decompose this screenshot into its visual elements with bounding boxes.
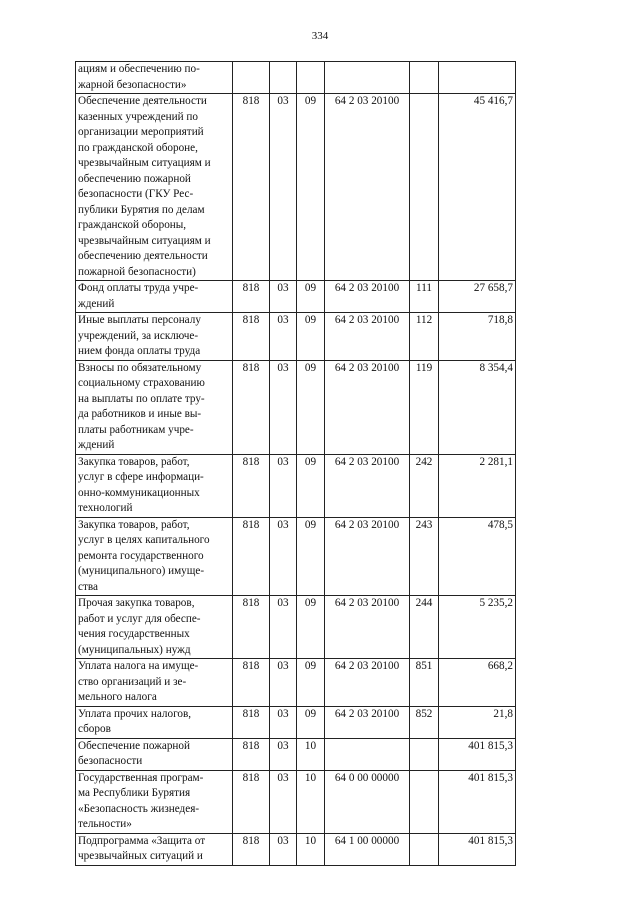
amount-cell: 668,2 xyxy=(439,659,516,707)
amount-cell: 718,8 xyxy=(439,313,516,361)
table-row xyxy=(76,313,516,361)
ministry-code-cell: 818 xyxy=(233,833,270,865)
subsection-code-cell: 10 xyxy=(297,738,325,770)
target-article-cell xyxy=(325,62,410,94)
expense-type-cell xyxy=(410,770,439,833)
target-article-cell: 64 2 03 20100 xyxy=(325,281,410,313)
subsection-code-cell: 09 xyxy=(297,706,325,738)
table-row xyxy=(76,770,516,833)
section-code-cell: 03 xyxy=(270,706,297,738)
subsection-code-cell: 09 xyxy=(297,313,325,361)
amount-cell: 401 815,3 xyxy=(439,833,516,865)
row-name-cell: ациям и обеспечению по- жарной безопасности» xyxy=(76,62,233,94)
section-code-cell: 03 xyxy=(270,454,297,517)
amount-cell: 478,5 xyxy=(439,517,516,596)
row-name-cell: Уплата налога на имуще- ство организаций и зе- мельного налога xyxy=(76,659,233,707)
table-row xyxy=(76,454,516,517)
row-name-cell: Закупка товаров, работ, услуг в целях капитального ремонта государственного (муниципального) имуще- ства xyxy=(76,517,233,596)
row-name-cell: Взносы по обязательному социальному страхованию на выплаты по оплате тру- да работников и иные вы- платы работникам учре- ждений xyxy=(76,360,233,454)
amount-cell: 2 281,1 xyxy=(439,454,516,517)
section-code-cell: 03 xyxy=(270,360,297,454)
section-code-cell: 03 xyxy=(270,596,297,659)
table-row xyxy=(76,281,516,313)
expense-type-cell xyxy=(410,738,439,770)
section-code-cell xyxy=(270,62,297,94)
amount-cell: 401 815,3 xyxy=(439,738,516,770)
target-article-cell: 64 2 03 20100 xyxy=(325,596,410,659)
table-row xyxy=(76,517,516,596)
section-code-cell: 03 xyxy=(270,517,297,596)
subsection-code-cell: 09 xyxy=(297,596,325,659)
ministry-code-cell: 818 xyxy=(233,596,270,659)
target-article-cell: 64 2 03 20100 xyxy=(325,659,410,707)
subsection-code-cell: 09 xyxy=(297,659,325,707)
row-name-cell: Обеспечение пожарной безопасности xyxy=(76,738,233,770)
target-article-cell: 64 2 03 20100 xyxy=(325,94,410,281)
ministry-code-cell: 818 xyxy=(233,706,270,738)
section-code-cell: 03 xyxy=(270,281,297,313)
expense-type-cell: 112 xyxy=(410,313,439,361)
row-name-cell: Подпрограмма «Защита от чрезвычайных ситуаций и xyxy=(76,833,233,865)
table-row xyxy=(76,360,516,454)
expense-type-cell: 852 xyxy=(410,706,439,738)
row-name-cell: Иные выплаты персоналу учреждений, за исключе- нием фонда оплаты труда xyxy=(76,313,233,361)
table-row xyxy=(76,62,516,94)
expense-type-cell xyxy=(410,94,439,281)
subsection-code-cell: 10 xyxy=(297,833,325,865)
expense-type-cell: 851 xyxy=(410,659,439,707)
amount-cell: 5 235,2 xyxy=(439,596,516,659)
row-name-cell: Обеспечение деятельности казенных учреждений по организации мероприятий по гражданской обороне, чрезвычайным ситуациям и обеспечению пожарной безопасности (ГКУ Рес- публики Бурятия по делам гражданской обороны, чрезвычайным ситуациям и обеспечению деятельности пожарной безопасности) xyxy=(76,94,233,281)
amount-cell: 45 416,7 xyxy=(439,94,516,281)
section-code-cell: 03 xyxy=(270,770,297,833)
target-article-cell: 64 2 03 20100 xyxy=(325,360,410,454)
expense-type-cell: 111 xyxy=(410,281,439,313)
row-name-cell: Фонд оплаты труда учре- ждений xyxy=(76,281,233,313)
subsection-code-cell: 09 xyxy=(297,454,325,517)
target-article-cell: 64 2 03 20100 xyxy=(325,454,410,517)
ministry-code-cell: 818 xyxy=(233,281,270,313)
ministry-code-cell: 818 xyxy=(233,517,270,596)
ministry-code-cell: 818 xyxy=(233,738,270,770)
expense-type-cell: 243 xyxy=(410,517,439,596)
target-article-cell: 64 2 03 20100 xyxy=(325,517,410,596)
subsection-code-cell xyxy=(297,62,325,94)
row-name-cell: Государственная програм- ма Республики Бурятия «Безопасность жизнедея- тельности» xyxy=(76,770,233,833)
amount-cell xyxy=(439,62,516,94)
target-article-cell: 64 2 03 20100 xyxy=(325,313,410,361)
target-article-cell: 64 0 00 00000 xyxy=(325,770,410,833)
amount-cell: 21,8 xyxy=(439,706,516,738)
expense-type-cell xyxy=(410,833,439,865)
table-row xyxy=(76,659,516,707)
ministry-code-cell: 818 xyxy=(233,94,270,281)
row-name-cell: Закупка товаров, работ, услуг в сфере информаци- онно-коммуникационных технологий xyxy=(76,454,233,517)
table-row xyxy=(76,596,516,659)
ministry-code-cell: 818 xyxy=(233,659,270,707)
target-article-cell: 64 1 00 00000 xyxy=(325,833,410,865)
subsection-code-cell: 09 xyxy=(297,94,325,281)
expense-type-cell: 119 xyxy=(410,360,439,454)
section-code-cell: 03 xyxy=(270,313,297,361)
subsection-code-cell: 09 xyxy=(297,281,325,313)
table-row xyxy=(76,833,516,865)
row-name-cell: Уплата прочих налогов, сборов xyxy=(76,706,233,738)
table-row xyxy=(76,706,516,738)
budget-table xyxy=(75,61,516,866)
expense-type-cell xyxy=(410,62,439,94)
subsection-code-cell: 10 xyxy=(297,770,325,833)
section-code-cell: 03 xyxy=(270,738,297,770)
amount-cell: 8 354,4 xyxy=(439,360,516,454)
row-name-cell: Прочая закупка товаров, работ и услуг для обеспе- чения государственных (муниципальных) нужд xyxy=(76,596,233,659)
target-article-cell: 64 2 03 20100 xyxy=(325,706,410,738)
section-code-cell: 03 xyxy=(270,833,297,865)
table-row xyxy=(76,738,516,770)
section-code-cell: 03 xyxy=(270,659,297,707)
ministry-code-cell: 818 xyxy=(233,360,270,454)
expense-type-cell: 244 xyxy=(410,596,439,659)
table-row xyxy=(76,94,516,281)
target-article-cell xyxy=(325,738,410,770)
subsection-code-cell: 09 xyxy=(297,517,325,596)
expense-type-cell: 242 xyxy=(410,454,439,517)
amount-cell: 27 658,7 xyxy=(439,281,516,313)
ministry-code-cell: 818 xyxy=(233,313,270,361)
ministry-code-cell: 818 xyxy=(233,770,270,833)
page-number: 334 xyxy=(311,30,329,42)
section-code-cell: 03 xyxy=(270,94,297,281)
amount-cell: 401 815,3 xyxy=(439,770,516,833)
ministry-code-cell: 818 xyxy=(233,454,270,517)
subsection-code-cell: 09 xyxy=(297,360,325,454)
ministry-code-cell xyxy=(233,62,270,94)
